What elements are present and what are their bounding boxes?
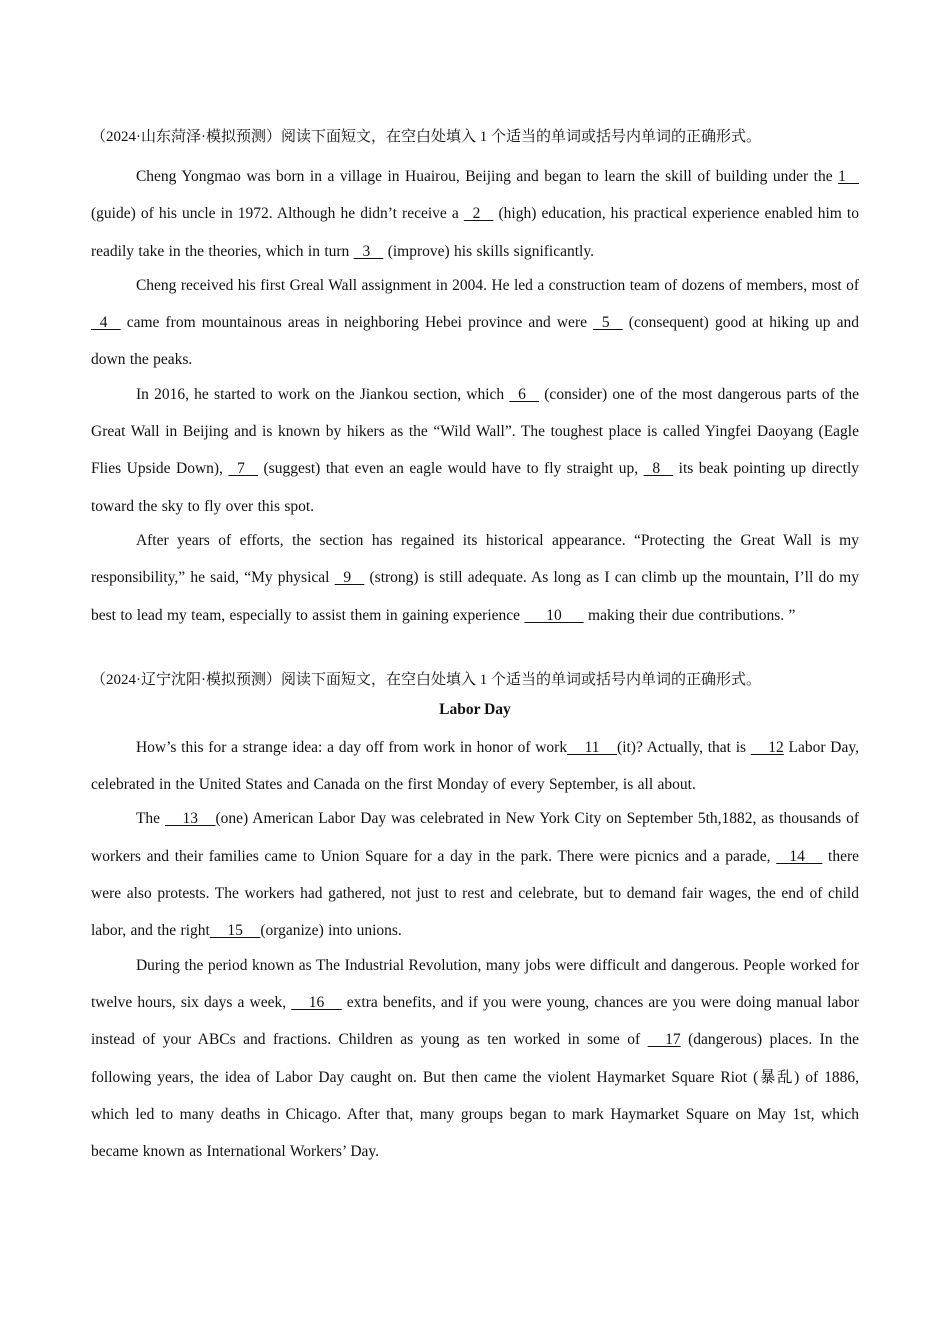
text-run: (consequent) good at hiking up and down the peaks. [91, 314, 859, 369]
text-run: came from mountainous areas in neighboring Hebei province and were [120, 314, 594, 332]
text-run: After years of efforts, the section has regained its historical appearance. “Protecting the Great Wall is my responsibility,” he said, “My physical [91, 531, 859, 587]
answer-blank: 2 [463, 205, 494, 223]
passage-header: （2024·山东菏泽·模拟预测）阅读下面短文，在空白处填入 1 个适当的单词或括号内单词的正确形式。 [91, 129, 761, 145]
text-run: In 2016, he started to work on the Jiankou section, which [135, 385, 510, 403]
paragraph [91, 729, 859, 804]
passage-header: （2024·辽宁沈阳·模拟预测）阅读下面短文，在空白处填入 1 个适当的单词或括号内单词的正确形式。 [91, 671, 761, 688]
text-run: During the period known as The Industrial Revolution, many jobs were difficult and dangerous. People worked for twelve hours, six days a week, [91, 956, 859, 1011]
answer-blank: 14 [776, 847, 823, 865]
text-run: Cheng received his first Greal Wall assignment in 2004. He led a construction team of dozens of members, most of [135, 276, 859, 294]
text-run: there were also protests. The workers had gathered, not just to rest and celebrate, but to demand fair wages, the end of child labor, and the right [91, 847, 859, 940]
text-run: (suggest) that even an eagle would have to fly straight up, [258, 460, 644, 478]
text-run: (guide) of his uncle in 1972. Although he didn’t receive a [91, 205, 464, 223]
text-run: (it)? Actually, that is [617, 738, 751, 756]
text-run: Cheng Yongmao was born in a village in Huairou, Beijing and began to learn the skill of building under the [135, 168, 839, 185]
passage-2 [91, 667, 859, 1171]
text-run: (consider) one of the most dangerous parts of the Great Wall in Beijing and is known by hikers as the “Wild Wall”. The toughest place is called Yingfei Daoyang (Eagle Flies Upside Down), [91, 385, 859, 478]
answer-blank: 8 [643, 460, 674, 478]
text-run: (dangerous) places. In the following years, the idea of Labor Day caught on. But then came the violent Haymarket Square Riot (暴乱) of 1886, which led to many deaths in Chicago. After that, many groups began to mark Haymarket Square on May 1st, which became known as International Workers’ Day. [91, 1031, 859, 1161]
document-page [91, 124, 859, 1167]
paragraph [91, 376, 859, 525]
paragraph [91, 267, 859, 379]
paragraph [91, 522, 859, 634]
answer-blank: 9 [334, 569, 365, 587]
answer-blank: 5 [593, 314, 623, 332]
paragraph [91, 158, 859, 270]
text-run: (strong) is still adequate. As long as I can climb up the mountain, I’ll do my best to lead my team, especially to assist them in gaining experience [91, 569, 859, 624]
paragraph [91, 947, 859, 1171]
text-run: Labor Day, celebrated in the United States and Canada on the first Monday of every September, is all about. [91, 738, 859, 794]
text-run: making their due contributions. ” [583, 606, 796, 624]
answer-blank: 12 [750, 738, 784, 756]
text-run: extra benefits, and if you were young, chances are you were doing manual labor instead of your ABCs and fractions. Children as young as ten worked in some of [91, 993, 859, 1049]
paragraph [91, 800, 859, 949]
answer-blank: 11 [567, 738, 618, 756]
passage-title: Labor Day [439, 700, 511, 718]
answer-blank: 17 [647, 1031, 681, 1049]
text-run: (one) American Labor Day was celebrated in New York City on September 5th,1882, as thousands of workers and their families came to Union Square for a day in the park. There were picnics and a parade, [91, 810, 859, 865]
text-run: The [135, 810, 165, 828]
answer-blank: 1 [838, 168, 859, 185]
answer-blank: 10 [524, 606, 584, 624]
passage-1 [91, 124, 859, 634]
answer-blank: 16 [291, 993, 342, 1011]
answer-blank: 6 [509, 385, 540, 403]
text-run: (high) education, his practical experience enabled him to readily take in the theories, which in turn [91, 205, 859, 260]
text-run: (organize) into unions. [260, 922, 402, 940]
text-run: its beak pointing up directly toward the sky to fly over this spot. [91, 460, 859, 515]
text-run: (improve) his skills significantly. [383, 242, 594, 260]
answer-blank: 15 [209, 922, 261, 940]
answer-blank: 13 [164, 810, 216, 828]
answer-blank: 3 [353, 242, 384, 260]
text-run: How’s this for a strange idea: a day off from work in honor of work [135, 738, 568, 756]
answer-blank: 7 [228, 460, 259, 478]
answer-blank: 4 [91, 314, 121, 332]
